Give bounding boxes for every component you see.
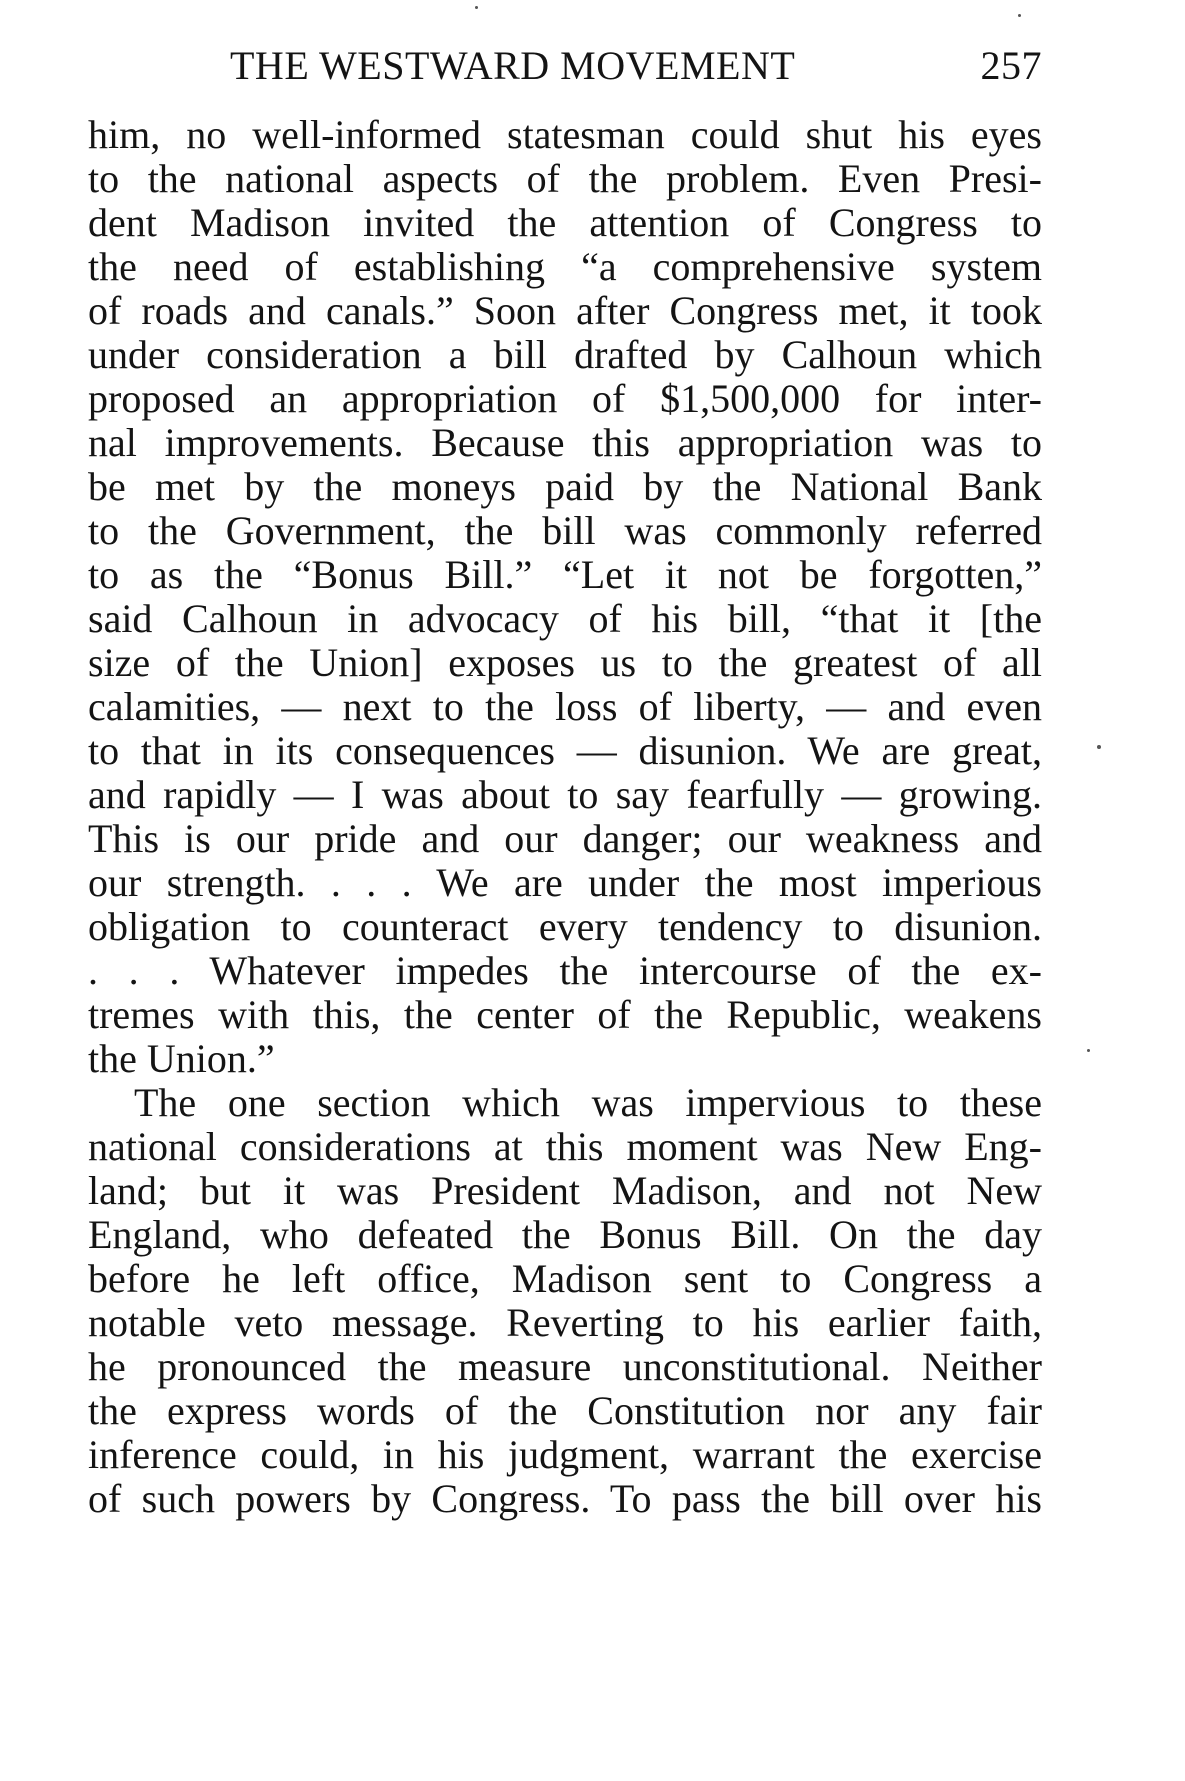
text-line: to that in its consequences — disunion. We are great,: [88, 728, 1042, 773]
text-line: nal improvements. Because this appropriation was to: [88, 420, 1042, 465]
text-line: The one section which was impervious to these: [134, 1080, 1042, 1125]
running-head: [230, 34, 1042, 94]
text-line: notable veto message. Reverting to his earlier faith,: [88, 1300, 1042, 1345]
text-line: of roads and canals.” Soon after Congress met, it took: [88, 288, 1042, 333]
text-line: national considerations at this moment was New Eng-: [88, 1124, 1042, 1169]
text-line: proposed an appropriation of $1,500,000 for inter-: [88, 376, 1042, 421]
text-line: the express words of the Constitution nor any fair: [88, 1388, 1042, 1433]
text-line: calamities, — next to the loss of liberty, — and even: [88, 684, 1042, 729]
text-line: before he left office, Madison sent to Congress a: [88, 1256, 1042, 1301]
text-line: to the Government, the bill was commonly referred: [88, 508, 1042, 553]
text-line: land; but it was President Madison, and not New: [88, 1168, 1042, 1213]
text-line: to the national aspects of the problem. Even Presi-: [88, 156, 1042, 201]
text-line: and rapidly — I was about to say fearfully — growing.: [88, 772, 1042, 817]
text-line: he pronounced the measure unconstitutional. Neither: [88, 1344, 1042, 1389]
page-number: 257: [980, 43, 1042, 88]
text-line: said Calhoun in advocacy of his bill, “that it [the: [88, 596, 1042, 641]
paper-speck: [1087, 1049, 1090, 1052]
text-line: dent Madison invited the attention of Congress to: [88, 200, 1042, 245]
text-line: of such powers by Congress. To pass the bill over his: [88, 1476, 1042, 1521]
text-line: This is our pride and our danger; our weakness and: [88, 816, 1042, 861]
text-line: inference could, in his judgment, warrant the exercise: [88, 1432, 1042, 1477]
text-line: to as the “Bonus Bill.” “Let it not be forgotten,”: [88, 552, 1042, 597]
text-line: tremes with this, the center of the Republic, weakens: [88, 992, 1042, 1037]
text-line: the need of establishing “a comprehensive system: [88, 244, 1042, 289]
text-line: him, no well-informed statesman could shut his eyes: [88, 112, 1042, 157]
running-title: THE WESTWARD MOVEMENT: [230, 43, 796, 88]
paper-speck: [1097, 745, 1101, 749]
text-line: the Union.”: [88, 1036, 275, 1081]
text-line: obligation to counteract every tendency to disunion.: [88, 904, 1042, 949]
text-line: England, who defeated the Bonus Bill. On the day: [88, 1212, 1042, 1257]
text-line: . . . Whatever impedes the intercourse of the ex-: [88, 948, 1042, 993]
text-line: be met by the moneys paid by the National Bank: [88, 464, 1042, 509]
text-line: size of the Union] exposes us to the greatest of all: [88, 640, 1042, 685]
paper-speck: [475, 6, 478, 9]
text-line: under consideration a bill drafted by Calhoun which: [88, 332, 1042, 377]
paper-speck: [1018, 14, 1021, 17]
text-line: our strength. . . . We are under the most imperious: [88, 860, 1042, 905]
